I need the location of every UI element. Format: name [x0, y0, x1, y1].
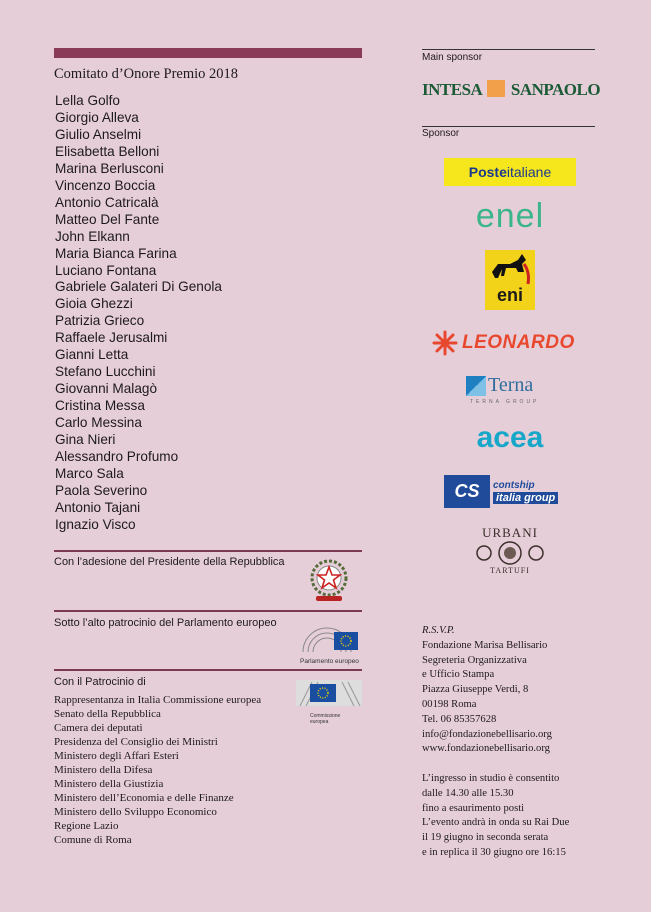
leonardo-text: LEONARDO [462, 332, 575, 353]
committee-member-name: Alessandro Profumo [55, 449, 179, 465]
poste-bold: Poste [468, 164, 507, 180]
adhesion-label: Con l’adesione del Presidente della Repubblica [54, 556, 285, 568]
main-sponsor-rule [422, 49, 595, 50]
contship-text-block [493, 480, 558, 504]
rsvp-line: 00198 Roma [422, 698, 477, 710]
committee-member-name: Giorgio Alleva [55, 109, 139, 125]
patron-item: Camera dei deputati [54, 722, 143, 734]
rsvp-line: Fondazione Marisa Bellisario [422, 639, 548, 651]
committee-member-name: Marina Berlusconi [55, 160, 164, 176]
poste-rest: italiane [506, 164, 552, 180]
italian-republic-emblem [306, 556, 352, 606]
committee-member-name: Gioia Ghezzi [55, 296, 133, 312]
committee-member-name: Luciano Fontana [55, 262, 157, 278]
intesa-text: INTESA [422, 80, 482, 99]
tartufi-text: TARTUFI [490, 566, 530, 575]
patron-item: Ministero della Giustizia [54, 778, 164, 790]
patronage-divider [54, 669, 362, 671]
rsvp-line: Segreteria Organizzativa [422, 654, 527, 666]
committee-member-name: Marco Sala [55, 465, 124, 481]
committee-member-name: Gina Nieri [55, 432, 116, 448]
sponsor-rule [422, 126, 595, 127]
urbani-emblem-icon [470, 540, 550, 566]
terna-mark-icon [466, 376, 486, 396]
committee-member-name: Maria Bianca Farina [55, 245, 177, 261]
eni-text: eni [496, 285, 523, 305]
european-commission-logo [296, 678, 362, 725]
committee-member-name: Stefano Lucchini [55, 364, 156, 380]
contship-logo [444, 475, 576, 508]
committee-member-name: Vincenzo Boccia [55, 177, 156, 193]
note-line: dalle 14.30 alle 15.30 [422, 787, 514, 799]
patron-item: Regione Lazio [54, 820, 119, 832]
committee-member-name: Raffaele Jerusalmi [55, 330, 168, 346]
patron-item: Ministero degli Affari Esteri [54, 750, 179, 762]
note-line: L’evento andrà in onda su Rai Due [422, 817, 570, 829]
committee-member-name: Antonio Tajani [55, 499, 141, 515]
leonardo-star-icon [432, 330, 458, 356]
rsvp-website-link[interactable]: www.fondazionebellisario.org [422, 743, 550, 755]
committee-member-name: Gianni Letta [55, 347, 129, 363]
intesa-mark-icon [487, 80, 505, 97]
committee-member-name: Patrizia Grieco [55, 313, 145, 329]
terna-text: Terna [488, 374, 534, 396]
sponsor-label: Sponsor [422, 128, 460, 139]
contship-line-2: italia group [493, 492, 558, 504]
terna-logo [466, 376, 558, 406]
committee-member-name: Lella Golfo [55, 93, 120, 108]
patron-item: Ministero della Difesa [54, 764, 153, 776]
rsvp-lines [422, 639, 552, 757]
note-line: il 19 giugno in seconda serata [422, 832, 549, 844]
parliament-label: Sotto l’alto patrocinio del Parlamento europeo [54, 617, 277, 629]
acea-logo: acea [476, 421, 544, 454]
parliament-logo-caption: Parlamento europeo [300, 658, 359, 665]
event-notes [422, 772, 569, 861]
committee-member-name: Ignazio Visco [55, 516, 136, 532]
european-parliament-logo [300, 620, 362, 664]
patron-item: Presidenza del Consiglio dei Ministri [54, 736, 218, 748]
rsvp-line: e Ufficio Stampa [422, 669, 495, 681]
honor-committee-title: Comitato d’Onore Premio 2018 [54, 66, 239, 82]
note-line: fino a esaurimento posti [422, 802, 525, 814]
committee-member-name: Matteo Del Fante [55, 211, 160, 227]
terna-subtitle: TERNA GROUP [470, 399, 540, 405]
commission-logo-caption: Commissione europea [310, 713, 341, 725]
contship-line-1: contship [493, 479, 535, 491]
committee-member-name: John Elkann [55, 228, 130, 244]
committee-member-name: Giulio Anselmi [55, 126, 142, 142]
committee-member-name: Gabriele Galateri Di Genola [55, 279, 222, 295]
parliament-divider [54, 610, 362, 612]
rsvp-line: Piazza Giuseppe Verdi, 8 [422, 684, 529, 696]
rsvp-heading: R.S.V.P. [422, 625, 455, 636]
patron-item: Rappresentanza in Italia Commissione europea [54, 694, 262, 706]
poste-italiane-logo [444, 158, 576, 186]
urbani-tartufi-logo [464, 526, 556, 580]
committee-member-name: Carlo Messina [55, 415, 142, 431]
patron-item: Ministero dello Sviluppo Economico [54, 806, 217, 818]
rsvp-line: Tel. 06 85357628 [422, 713, 497, 725]
rsvp-block [422, 624, 552, 757]
note-line: e in replica il 30 giugno ore 16:15 [422, 846, 566, 858]
committee-member-name: Giovanni Malagò [55, 381, 158, 397]
patron-item: Comune di Roma [54, 834, 132, 846]
main-sponsor-label: Main sponsor [422, 52, 483, 63]
note-line: L’ingresso in studio è consentito [422, 773, 560, 784]
honor-committee-list [55, 93, 222, 534]
leonardo-logo [432, 330, 588, 356]
enel-logo: enel [475, 197, 545, 235]
eni-logo [485, 250, 535, 310]
committee-member-name: Antonio Catricalà [55, 194, 159, 210]
sanpaolo-text: SANPAOLO [510, 80, 601, 99]
patronage-title: Con il Patrocinio di [54, 676, 146, 688]
adhesion-divider [54, 550, 362, 552]
six-legged-dog-icon [488, 252, 532, 286]
committee-member-name: Elisabetta Belloni [55, 143, 160, 159]
committee-member-name: Cristina Messa [55, 398, 145, 414]
intesa-sanpaolo-logo [422, 80, 601, 100]
patronage-list [54, 693, 261, 847]
contship-cs-badge: CS [444, 475, 490, 508]
top-divider [54, 48, 362, 58]
committee-member-name: Paola Severino [55, 482, 148, 498]
patron-item: Ministero dell’Economia e delle Finanze [54, 792, 234, 804]
rsvp-email-link[interactable]: info@fondazionebellisario.org [422, 728, 552, 740]
patron-item: Senato della Repubblica [54, 708, 161, 720]
urbani-text: URBANI [482, 525, 538, 540]
